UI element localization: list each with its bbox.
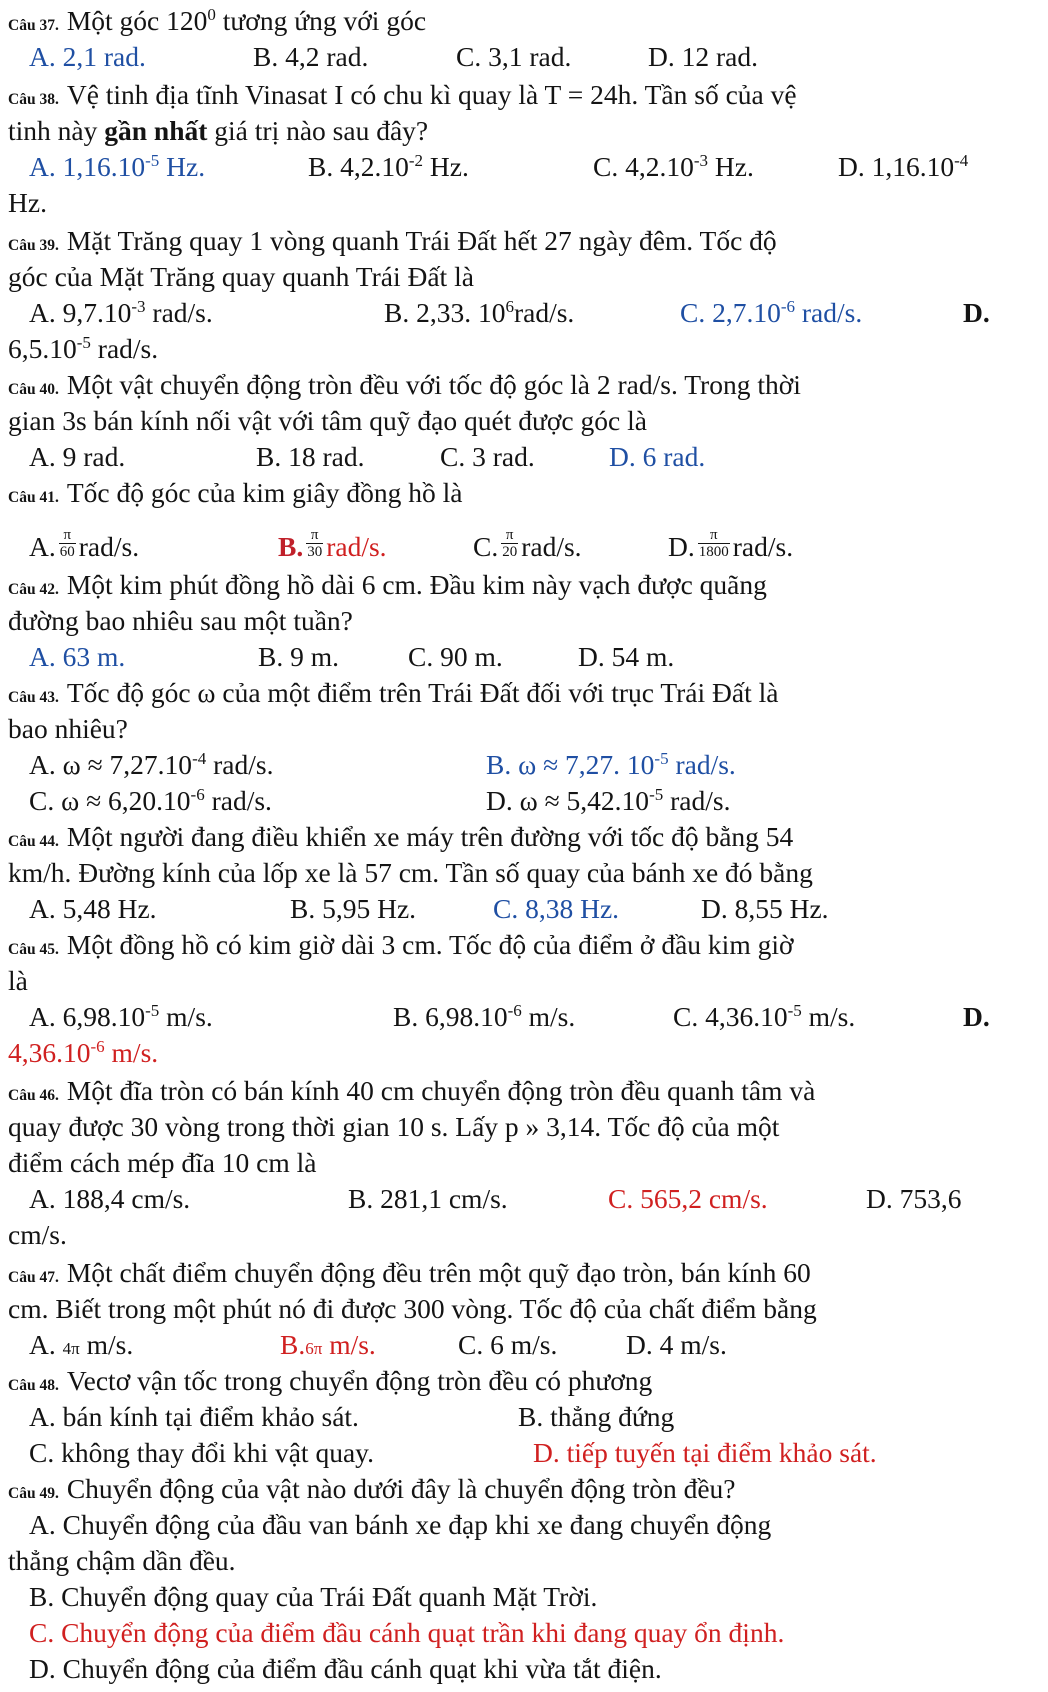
question-number: Câu 40. [8,381,59,398]
question-number: Câu 46. [8,1087,59,1104]
question-43-stem: Câu 43. Tốc độ góc ω của một điểm trên Trái Đất đối với trục Trái Đất là [8,677,779,708]
option-a[interactable]: A. 2,1 rad. [29,41,146,72]
question-number: Câu 42. [8,581,59,598]
question-39-option-d-value: $6,5.10^{-5}$ rad/s. [8,332,159,364]
question-49-stem: Câu 49. Chuyển động của vật nào dưới đây là chuyển động tròn đều? [8,1473,736,1504]
option-d[interactable]: D. 54 m. [578,641,675,672]
question-38-stem-cont: tinh này gần nhất giá trị nào sau đây? [8,115,429,146]
question-45-option-d-value: $4,36.10^{-6}$ m/s. [8,1036,159,1068]
option-d[interactable]: D. [963,297,990,328]
option-b[interactable]: B. 9 m. [258,641,339,672]
question-number: Câu 38. [8,91,59,108]
option-d[interactable]: D. $\omega \approx 5,42.10^{-5}$ rad/s. [486,784,731,816]
question-42-stem: Câu 42. Một kim phút đồng hồ dài 6 cm. Đầu kim này vạch được quãng [8,569,767,600]
option-c[interactable]: C. $\omega \approx 6,20.10^{-6}$ rad/s. [29,784,272,816]
option-b[interactable]: B. 281,1 cm/s. [348,1183,508,1214]
question-44-stem-cont: km/h. Đường kính của lốp xe là 57 cm. Tần số quay của bánh xe đó bằng [8,857,813,888]
option-c[interactable]: C. 3 rad. [440,441,535,472]
option-c[interactable]: C. 90 m. [408,641,503,672]
question-number: Câu 44. [8,833,59,850]
option-d[interactable]: D. Chuyển động của điểm đầu cánh quạt khi vừa tắt điện. [29,1653,662,1684]
option-b[interactable]: B. $\frac{\pi}{30}$ rad/s. [278,527,387,562]
option-b[interactable]: B. 2,33. $10^6rad/s$. [384,296,575,328]
question-46-stem-cont: quay được 30 vòng trong thời gian 10 s. Lấy p » 3,14. Tốc độ của một [8,1111,780,1142]
option-a[interactable]: A. 4π m/s. [29,1329,134,1360]
option-b[interactable]: B. Chuyển động quay của Trái Đất quanh Mặt Trời. [29,1581,598,1612]
question-42-stem-cont: đường bao nhiêu sau một tuần? [8,605,353,636]
question-41-stem: Câu 41. Tốc độ góc của kim giây đồng hồ là [8,477,463,508]
option-a[interactable]: A. $9,7.10^{-3}$ rad/s. [29,296,213,328]
option-a[interactable]: A. $\frac{\pi}{60}$ rad/s. [29,527,140,562]
question-45-stem-cont: là [8,965,28,996]
question-number: Câu 47. [8,1269,59,1286]
question-number: Câu 41. [8,489,59,506]
option-d[interactable]: D. 4 m/s. [626,1329,727,1360]
question-number: Câu 45. [8,941,59,958]
option-c[interactable]: C. Chuyển động của điểm đầu cánh quạt trần khi đang quay ổn định. [29,1617,785,1648]
question-39-stem: Câu 39. Mặt Trăng quay 1 vòng quanh Trái Đất hết 27 ngày đêm. Tốc độ [8,225,777,256]
question-46-stem: Câu 46. Một đĩa tròn có bán kính 40 cm chuyển động tròn đều quanh tâm và [8,1075,816,1106]
option-a[interactable]: A. 188,4 cm/s. [29,1183,191,1214]
question-44-stem: Câu 44. Một người đang điều khiển xe máy trên đường với tốc độ bằng 54 [8,821,794,852]
option-a[interactable]: A. $\omega \approx 7,27.10^{-4}$ rad/s. [29,748,274,780]
question-45-stem: Câu 45. Một đồng hồ có kim giờ dài 3 cm. Tốc độ của điểm ở đầu kim giờ [8,929,794,960]
option-a-cont[interactable]: thẳng chậm dần đều. [8,1545,236,1576]
question-number: Câu 49. [8,1485,59,1502]
question-number: Câu 37. [8,17,59,34]
option-b[interactable]: B. thẳng đứng [518,1401,675,1432]
option-b[interactable]: B. ω ≈ 7,27. $10^{-5}$ rad/s. [486,748,736,780]
option-d[interactable]: D. $\frac{\pi}{1800}$ rad/s. [668,527,794,562]
option-c[interactable]: C. 3,1 rad. [456,41,572,72]
option-d[interactable]: D. $1,16.10^{-4}$ [838,150,969,182]
question-37-stem: Câu 37. Một góc $120^0$ tương ứng với góc [8,4,427,36]
question-39-stem-cont: góc của Mặt Trăng quay quanh Trái Đất là [8,261,474,292]
option-b[interactable]: B. 18 rad. [256,441,365,472]
question-47-stem-cont: cm. Biết trong một phút nó đi được 300 vòng. Tốc độ của chất điểm bằng [8,1293,817,1324]
question-46-option-d-unit: cm/s. [8,1219,67,1250]
option-c[interactable]: C. 6 m/s. [458,1329,558,1360]
question-40-stem-cont: gian 3s bán kính nối vật với tâm quỹ đạo quét được góc là [8,405,647,436]
option-a[interactable]: A. $6,98.10^{-5}$ m/s. [29,1000,213,1032]
question-38-option-d-unit: Hz. [8,187,47,218]
question-number: Câu 43. [8,689,59,706]
question-40-stem: Câu 40. Một vật chuyển động tròn đều với tốc độ góc là 2 rad/s. Trong thời [8,369,801,400]
option-c[interactable]: C. $2,7.10^{-6}$ rad/s. [680,296,863,328]
option-b[interactable]: B. 4,2 rad. [253,41,369,72]
option-a[interactable]: A. 63 m. [29,641,126,672]
option-a[interactable]: A. bán kính tại điểm khảo sát. [29,1401,359,1432]
option-c[interactable]: C. $\frac{\pi}{20}$ rad/s. [473,527,582,562]
question-number: Câu 39. [8,237,59,254]
option-b[interactable]: B. $4,2.10^{-2}$ Hz. [308,150,469,182]
option-c[interactable]: C. không thay đổi khi vật quay. [29,1437,374,1468]
option-a[interactable]: A. Chuyển động của đầu van bánh xe đạp khi xe đang chuyển động [29,1509,772,1540]
option-c[interactable]: C. 8,38 Hz. [493,893,620,924]
question-number: Câu 48. [8,1377,59,1394]
option-d[interactable]: D. 753,6 [866,1183,962,1214]
option-a[interactable]: A. 5,48 Hz. [29,893,157,924]
option-d[interactable]: D. 6 rad. [609,441,706,472]
option-d[interactable]: D. 8,55 Hz. [701,893,829,924]
option-c[interactable]: C. $4,36.10^{-5}$ m/s. [673,1000,856,1032]
option-d[interactable]: D. tiếp tuyến tại điểm khảo sát. [533,1437,877,1468]
option-d[interactable]: D. [963,1001,990,1032]
option-b[interactable]: B.6π m/s. [280,1329,376,1360]
option-b[interactable]: B. 5,95 Hz. [290,893,417,924]
option-c[interactable]: C. 565,2 cm/s. [608,1183,768,1214]
option-c[interactable]: C. $4,2.10^{-3}$ Hz. [593,150,754,182]
question-48-stem: Câu 48. Vectơ vận tốc trong chuyển động tròn đều có phương [8,1365,653,1396]
question-43-stem-cont: bao nhiêu? [8,713,128,744]
option-a[interactable]: A. $1,16.10^{-5}$ Hz. [29,150,206,182]
option-b[interactable]: B. $6,98.10^{-6}$ m/s. [393,1000,576,1032]
question-46-stem-cont2: điểm cách mép đĩa 10 cm là [8,1147,317,1178]
option-a[interactable]: A. 9 rad. [29,441,126,472]
option-d[interactable]: D. 12 rad. [648,41,758,72]
question-38-stem: Câu 38. Vệ tinh địa tĩnh Vinasat I có chu kì quay là T = 24h. Tần số của vệ [8,79,797,110]
question-47-stem: Câu 47. Một chất điểm chuyển động đều trên một quỹ đạo tròn, bán kính 60 [8,1257,811,1288]
